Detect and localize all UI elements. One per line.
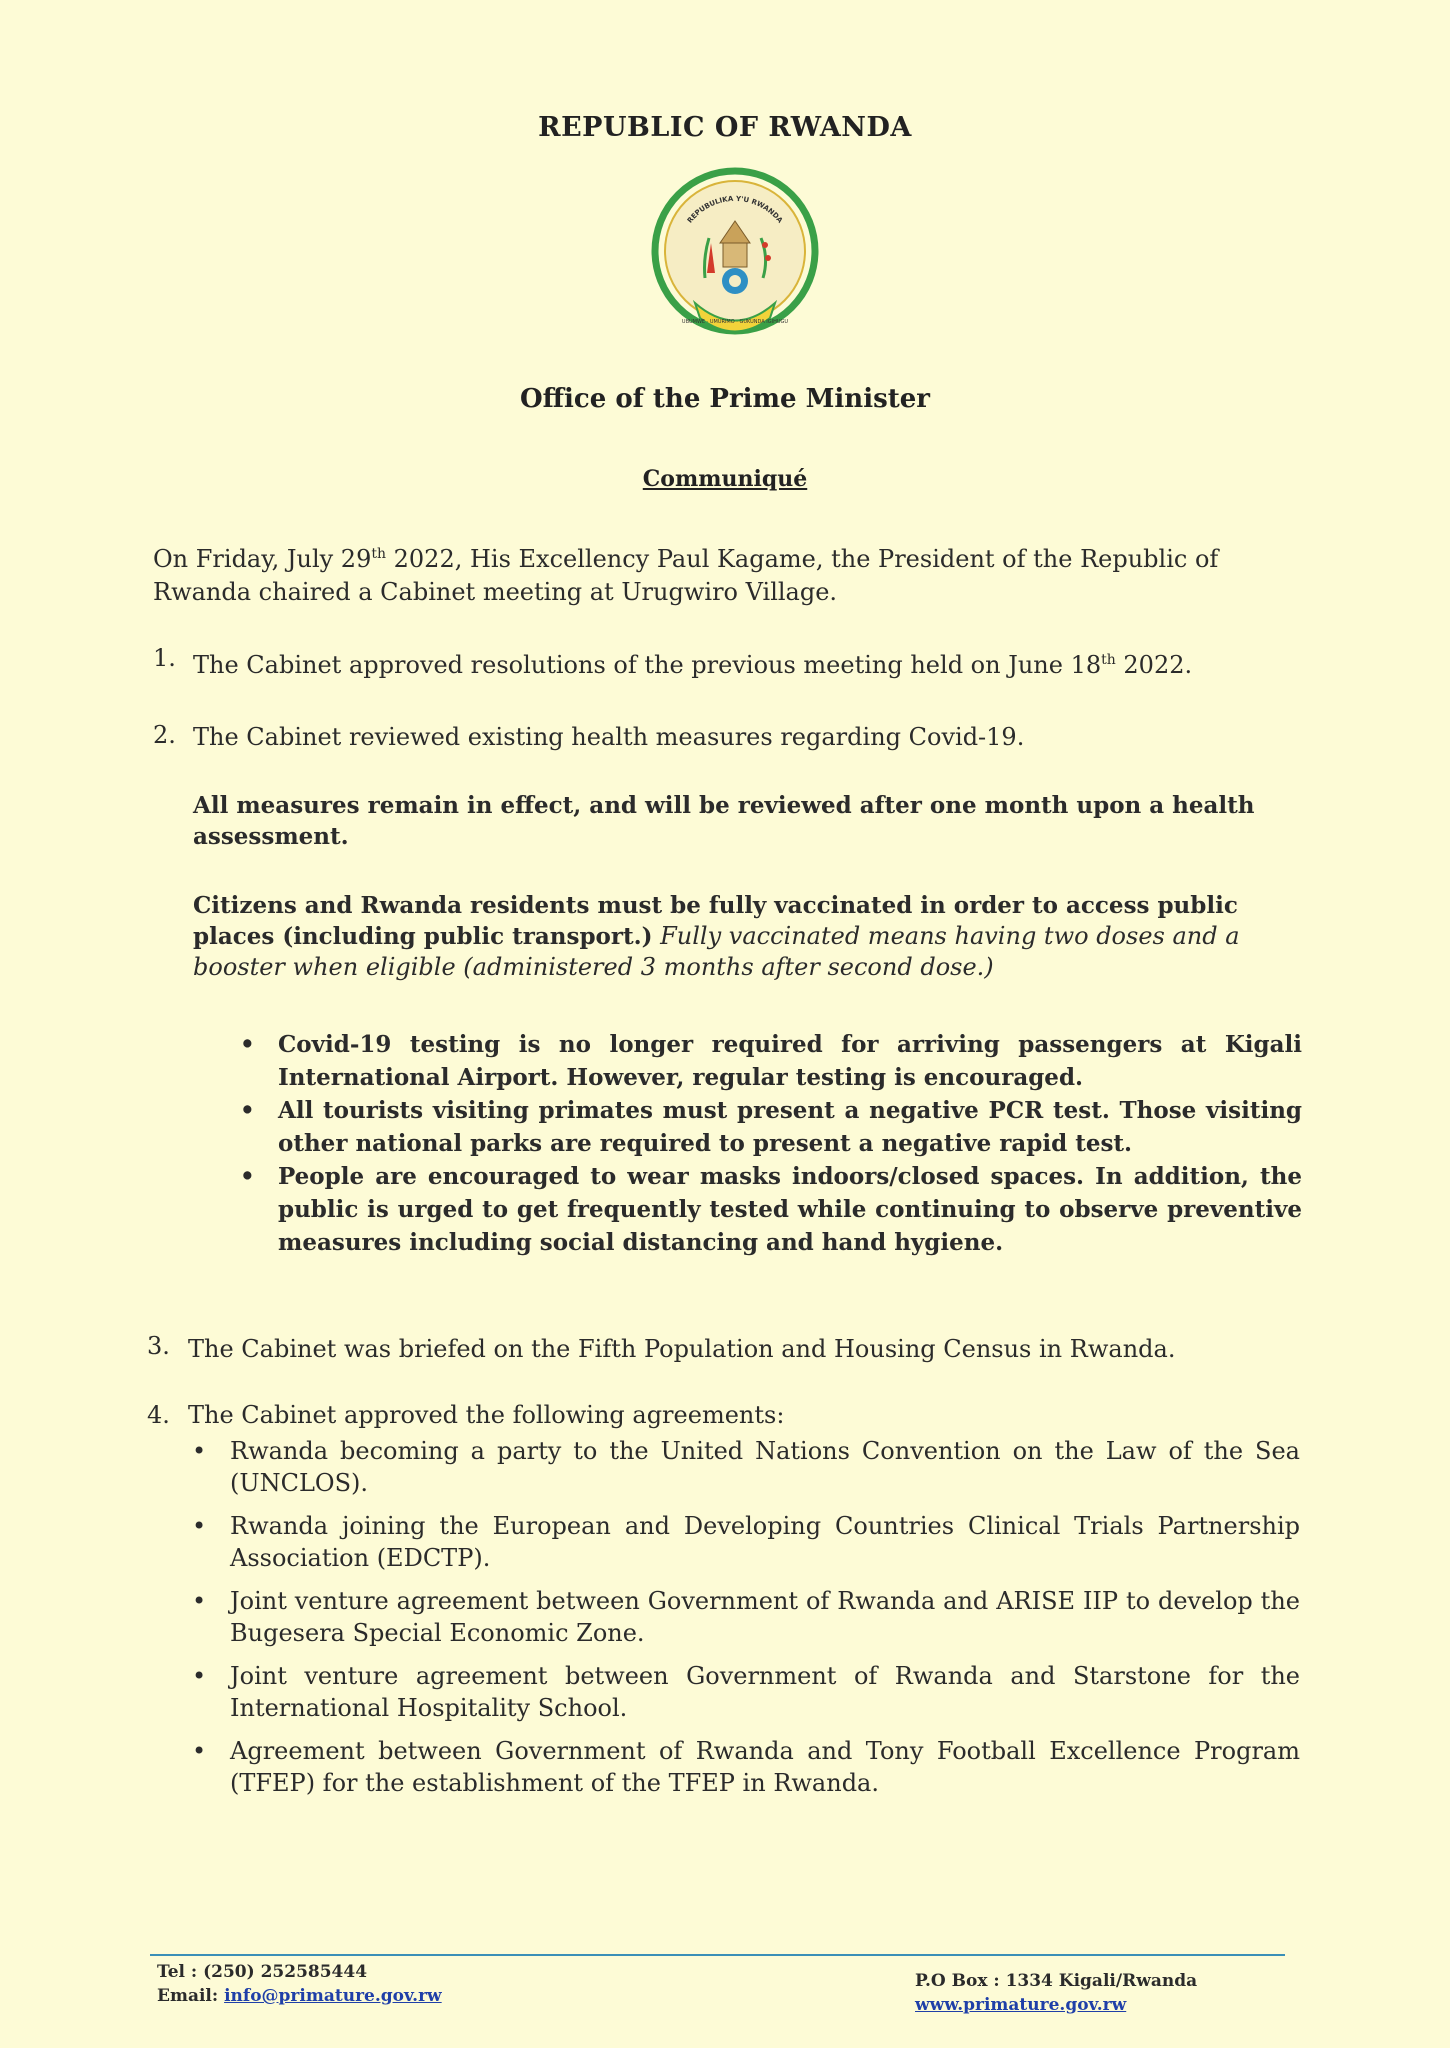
footer-pobox: P.O Box : 1334 Kigali/Rwanda xyxy=(915,1971,1198,1991)
email-link[interactable]: info@primature.gov.rw xyxy=(224,1986,442,2006)
intro-paragraph: On Friday, July 29th 2022, His Excellency Paul Kagame, the President of the Republic of Rwanda chaired a Cabinet meeting at Urugwiro Village. xyxy=(153,545,1219,606)
item-number: 4. xyxy=(147,1401,170,1429)
item-1-text: The Cabinet approved resolutions of the previous meeting held on June 18th 2022. xyxy=(193,651,1193,679)
emblem-top-text: REPUBULIKA Y'U RWANDA xyxy=(685,194,785,225)
vaccination-paragraph: Citizens and Rwanda residents must be fully vaccinated in order to access public places (including public transport.) Fully vaccinated means having two doses and a booster when eligible (administered 3 months after second dose.) xyxy=(193,892,1240,981)
list-item: • Rwanda becoming a party to the United Nations Convention on the Law of the Sea (UNCLOS). xyxy=(192,1437,1300,1497)
list-item: • Agreement between Government of Rwanda and Tony Football Excellence Program (TFEP) for the establishment of the TFEP in Rwanda. xyxy=(192,1737,1300,1797)
footer-contact xyxy=(157,1960,442,2008)
footer-tel: Tel : (250) 252585444 xyxy=(157,1962,368,1982)
item-3-text: The Cabinet was briefed on the Fifth Population and Housing Census in Rwanda. xyxy=(188,1335,1176,1363)
list-item: • Rwanda joining the European and Developing Countries Clinical Trials Partnership Association (EDCTP). xyxy=(192,1512,1300,1572)
list-item: • People are encouraged to wear masks indoors/closed spaces. In addition, the public is urged to get frequently tested while continuing to observe preventive measures including social distancing and hand hygiene. xyxy=(240,1163,1302,1256)
covid-bullet-list xyxy=(240,1028,1302,1259)
website-link[interactable]: www.primature.gov.rw xyxy=(915,1995,1127,2015)
country-heading: REPUBLIC OF RWANDA xyxy=(538,112,912,143)
measures-paragraph: All measures remain in effect, and will be reviewed after one month upon a health assessment. xyxy=(193,792,1255,850)
item-number: 3. xyxy=(147,1332,170,1360)
agreements-list xyxy=(192,1435,1300,1810)
coat-of-arms-emblem xyxy=(645,163,825,343)
emblem-motto-text: UBUMWE · UMURIMO · GUKUNDA IGIHUGU xyxy=(681,319,789,325)
footer-address xyxy=(915,1969,1197,2017)
office-heading: Office of the Prime Minister xyxy=(520,384,930,414)
list-item: • Joint venture agreement between Government of Rwanda and ARISE IIP to develop the Bugesera Special Economic Zone. xyxy=(192,1587,1300,1647)
item-number: 2. xyxy=(153,721,176,749)
list-item: • Joint venture agreement between Government of Rwanda and Starstone for the International Hospitality School. xyxy=(192,1662,1300,1722)
item-2-text: The Cabinet reviewed existing health measures regarding Covid-19. xyxy=(193,723,1025,751)
item-4-text: The Cabinet approved the following agreements: xyxy=(188,1401,785,1429)
list-item: • Covid-19 testing is no longer required for arriving passengers at Kigali International Airport. However, regular testing is encouraged. xyxy=(240,1031,1302,1091)
item-number: 1. xyxy=(153,644,176,672)
document-title: Communiqué xyxy=(642,466,808,492)
list-item: • All tourists visiting primates must present a negative PCR test. Those visiting other national parks are required to present a negative rapid test. xyxy=(240,1097,1302,1157)
footer-divider xyxy=(150,1954,1285,1956)
footer-email-row: Email: info@primature.gov.rw xyxy=(157,1986,442,2006)
